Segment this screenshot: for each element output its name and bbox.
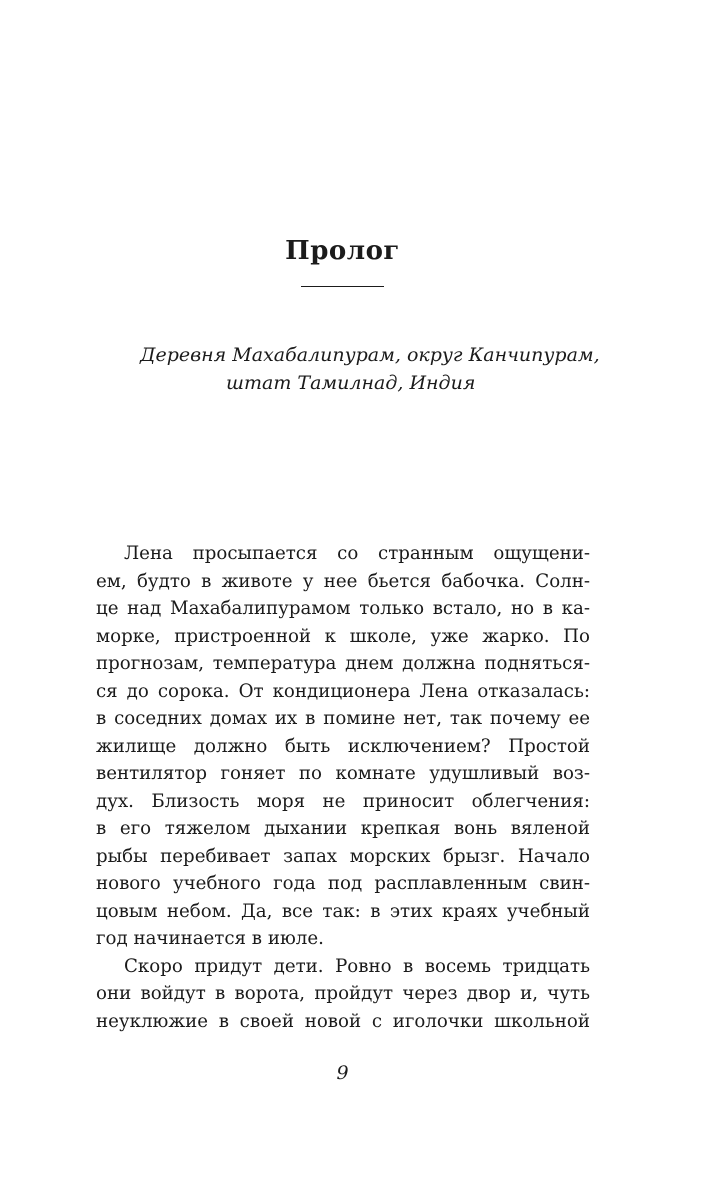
text-line: Лена просыпается со странным ощущени- [124, 543, 590, 564]
text-line: прогнозам, температура днем должна подняться- [96, 653, 590, 674]
paragraph-1 [96, 540, 590, 953]
text-line: ся до сорока. От кондиционера Лена отказалась: [96, 680, 590, 702]
text-line: неуклюжие в своей новой с иголочки школьной [96, 1010, 590, 1032]
text-line: рыбы перебивает запах морских брызг. Начало [96, 845, 590, 867]
text-line: Скоро придут дети. Ровно в восемь тридцать [124, 955, 590, 977]
text-line: вентилятор гоняет по комнате удушливый воз- [96, 763, 590, 784]
text-line: жилище должно быть исключением? Простой [96, 735, 590, 757]
text-line: в его тяжелом дыхании крепкая вонь вяленой [96, 818, 590, 839]
epigraph-location [140, 341, 600, 397]
title-divider [301, 286, 384, 287]
chapter-title: Пролог [285, 236, 400, 266]
text-line: це над Махабалипурамом только встало, но в ка- [96, 598, 590, 619]
text-line: нового учебного года под расплавленным свин- [96, 873, 590, 894]
text-line: год начинается в июле. [96, 928, 324, 949]
text-line: в соседних домах их в помине нет, так почему ее [96, 708, 590, 729]
text-line: ем, будто в животе у нее бьется бабочка. Солн- [96, 570, 590, 592]
body-text [96, 540, 590, 1035]
page-number: 9 [336, 1062, 349, 1084]
paragraph-2 [96, 953, 590, 1036]
text-line: они войдут в ворота, пройдут через двор и, чуть [96, 983, 590, 1004]
text-line: морке, пристроенной к школе, уже жарко. По [96, 625, 590, 647]
epigraph-line-2: штат Тамилнад, Индия [226, 372, 476, 394]
epigraph-line-1: Деревня Махабалипурам, округ Канчипурам, [140, 344, 600, 366]
text-line: дух. Близость моря не приносит облегчения: [96, 790, 590, 812]
text-line: цовым небом. Да, все так: в этих краях учебный [96, 900, 590, 922]
